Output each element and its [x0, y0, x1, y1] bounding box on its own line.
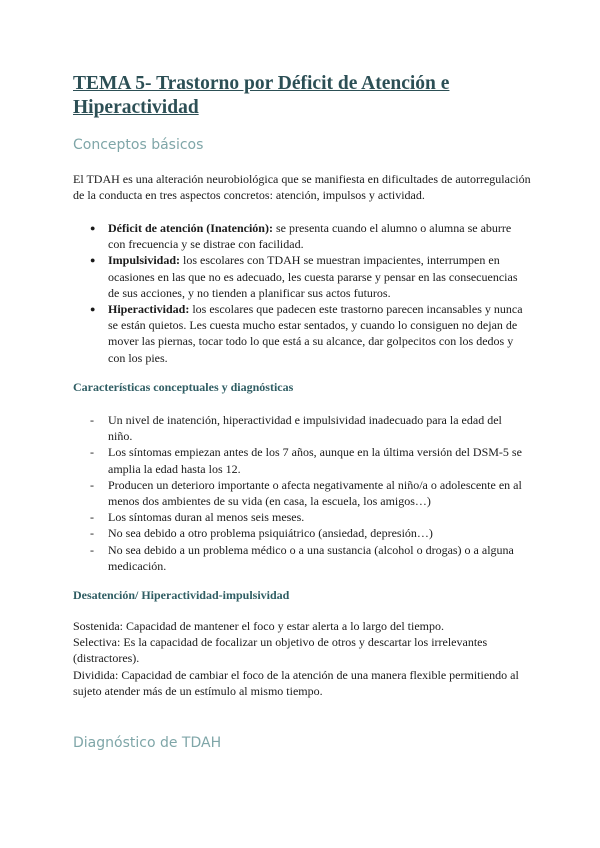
dash-marker: -	[90, 526, 94, 541]
list-item	[90, 412, 528, 444]
dash-marker: -	[90, 542, 94, 557]
bullet-term: Déficit de atención (Inatención):	[108, 221, 273, 235]
criterion-text: Un nivel de inatención, hiperactividad e impulsividad inadecuado para la edad del niño.	[108, 413, 502, 444]
bullet-term: Impulsividad:	[108, 253, 181, 268]
concept-bullet-list	[90, 220, 528, 366]
dash-marker: -	[90, 445, 94, 460]
bullet-text: los escolares con TDAH se muestran impacientes, interrumpen en ocasiones en las que no es adecuado, les cuesta pararse y pensar en las consecuencias de sus acciones, y no tienden a planificar sus actos futuros.	[108, 253, 518, 300]
bullet-text: los escolares que padecen este trastorno parecen incansables y nunca se están quietos. Les cuesta mucho estar sentados, y cuando lo consiguen no dejan de mover las piernas, tocar todo lo que está a su alcance, dar golpecitos con los dedos y con los pies.	[108, 302, 523, 365]
list-item	[90, 252, 528, 301]
criterion-text: Los síntomas empiezan antes de los 7 años, aunque en la última versión del DSM-5 se amplia la edad hasta los 12.	[108, 445, 522, 476]
section-heading-desatencion: Desatención/ Hiperactividad-impulsividad	[73, 588, 290, 602]
list-item	[90, 220, 528, 252]
bullet-text: se presenta cuando el alumno o alumna se aburre con frecuencia y se distrae con facilidad.	[108, 221, 512, 252]
list-item	[90, 509, 528, 525]
criterion-text: Los síntomas duran al menos seis meses.	[108, 510, 305, 525]
section-heading-conceptos: Conceptos básicos	[73, 137, 204, 153]
bullet-marker: ●	[90, 255, 96, 266]
definition-sostenida: Sostenida: Capacidad de mantener el foco y estar alerta a lo largo del tiempo.	[73, 619, 444, 633]
dash-marker: -	[90, 413, 94, 427]
criterion-text: Producen un deterioro importante o afecta negativamente al niño/a o adolescente en al menos dos ambientes de su vida (en casa, la escuela, los amigos…)	[108, 477, 522, 509]
list-item	[90, 525, 528, 541]
bullet-term: Hiperactividad:	[108, 302, 190, 317]
diagnostic-criteria-list	[90, 412, 528, 574]
dash-marker: -	[90, 510, 94, 525]
dash-marker: -	[90, 477, 94, 492]
list-item	[90, 542, 528, 574]
bullet-marker: ●	[90, 223, 96, 233]
criterion-text: No sea debido a un problema médico o a una sustancia (alcohol o drogas) o a alguna medicación.	[108, 542, 514, 573]
criterion-text: No sea debido a otro problema psiquiátrico (ansiedad, depresión…)	[108, 526, 433, 541]
definition-selectiva: Selectiva: Es la capacidad de focalizar un objetivo de otros y descartar los irrelevantes (distractores).	[73, 635, 488, 666]
list-item	[90, 444, 528, 476]
section-heading-diagnostico: Diagnóstico de TDAH	[73, 735, 222, 751]
page-title: TEMA 5- Trastorno por Déficit de Atención e Hiperactividad	[73, 73, 450, 118]
attention-types	[73, 618, 535, 699]
intro-paragraph: El TDAH es una alteración neurobiológica que se manifiesta en dificultades de autorregulación de la conducta en tres aspectos concretos: atención, impulsos y actividad.	[73, 172, 531, 203]
list-item	[90, 301, 528, 366]
bullet-marker: ●	[90, 304, 96, 315]
section-heading-caracteristicas: Características conceptuales y diagnósticas	[73, 380, 294, 394]
list-item	[90, 477, 528, 509]
definition-dividida: Dividida: Capacidad de cambiar el foco de la atención de una manera flexible permitiendo al sujeto atender más de un estímulo al mismo tiempo.	[73, 667, 519, 698]
